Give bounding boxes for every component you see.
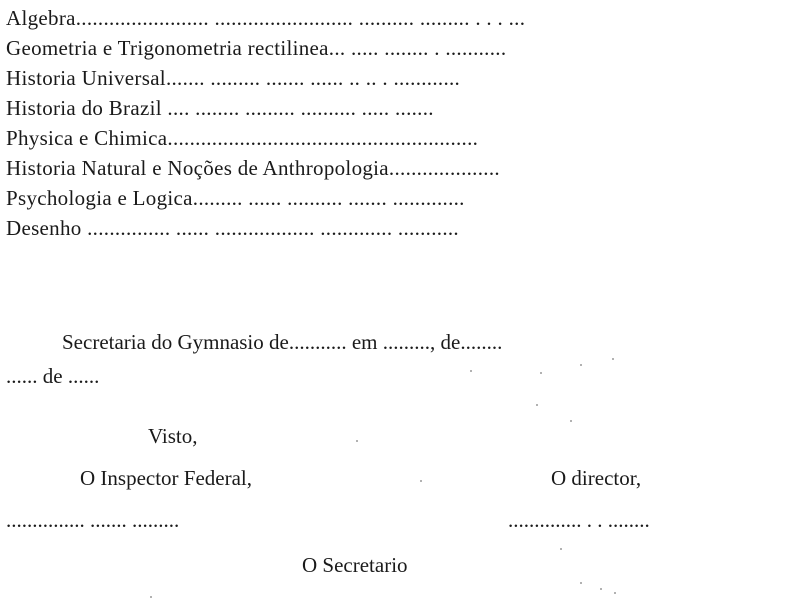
director-label: O director,	[551, 466, 642, 490]
scan-speck	[614, 592, 616, 594]
secretaria-line-1: Secretaria do Gymnasio de........... em ........., de........	[62, 330, 503, 354]
secretaria-line-2: ...... de ......	[6, 364, 100, 388]
subject-line-physica-chimica: Physica e Chimica........................................................	[6, 126, 479, 150]
scan-speck	[600, 588, 602, 590]
visto-label: Visto,	[148, 424, 198, 448]
scan-speck	[540, 372, 542, 374]
subject-line-historia-brazil: Historia do Brazil .... ........ ......... .......... ..... .......	[6, 96, 434, 120]
scan-speck	[536, 404, 538, 406]
subject-line-psychologia: Psychologia e Logica......... ...... .......... ....... .............	[6, 186, 465, 210]
subject-list	[6, 0, 776, 243]
secretario-label: O Secretario	[302, 553, 408, 577]
scan-speck	[580, 364, 582, 366]
scan-speck	[580, 582, 582, 584]
scan-speck	[612, 358, 614, 360]
scan-speck	[356, 440, 358, 442]
subject-line-desenho: Desenho ............... ...... .................. ............. ...........	[6, 216, 459, 240]
inspector-signature-line: ............... ....... .........	[6, 508, 180, 532]
scan-speck	[420, 480, 422, 482]
subject-line-historia-universal: Historia Universal....... ......... ....... ...... .. .. . ............	[6, 66, 461, 90]
subject-line-algebra: Algebra........................ ......................... .......... ......... . . . ...	[6, 6, 526, 30]
scan-speck	[150, 596, 152, 598]
scan-speck	[560, 548, 562, 550]
subject-line-geometria: Geometria e Trigonometria rectilinea... ..... ........ . ...........	[6, 36, 507, 60]
director-signature-line: .............. . . ........	[508, 508, 650, 532]
scan-speck	[570, 420, 572, 422]
secretaria-paragraph	[6, 325, 776, 393]
scan-speck	[470, 370, 472, 372]
subject-line-historia-natural: Historia Natural e Noções de Anthropologia....................	[6, 156, 500, 180]
inspector-label: O Inspector Federal,	[80, 466, 253, 490]
